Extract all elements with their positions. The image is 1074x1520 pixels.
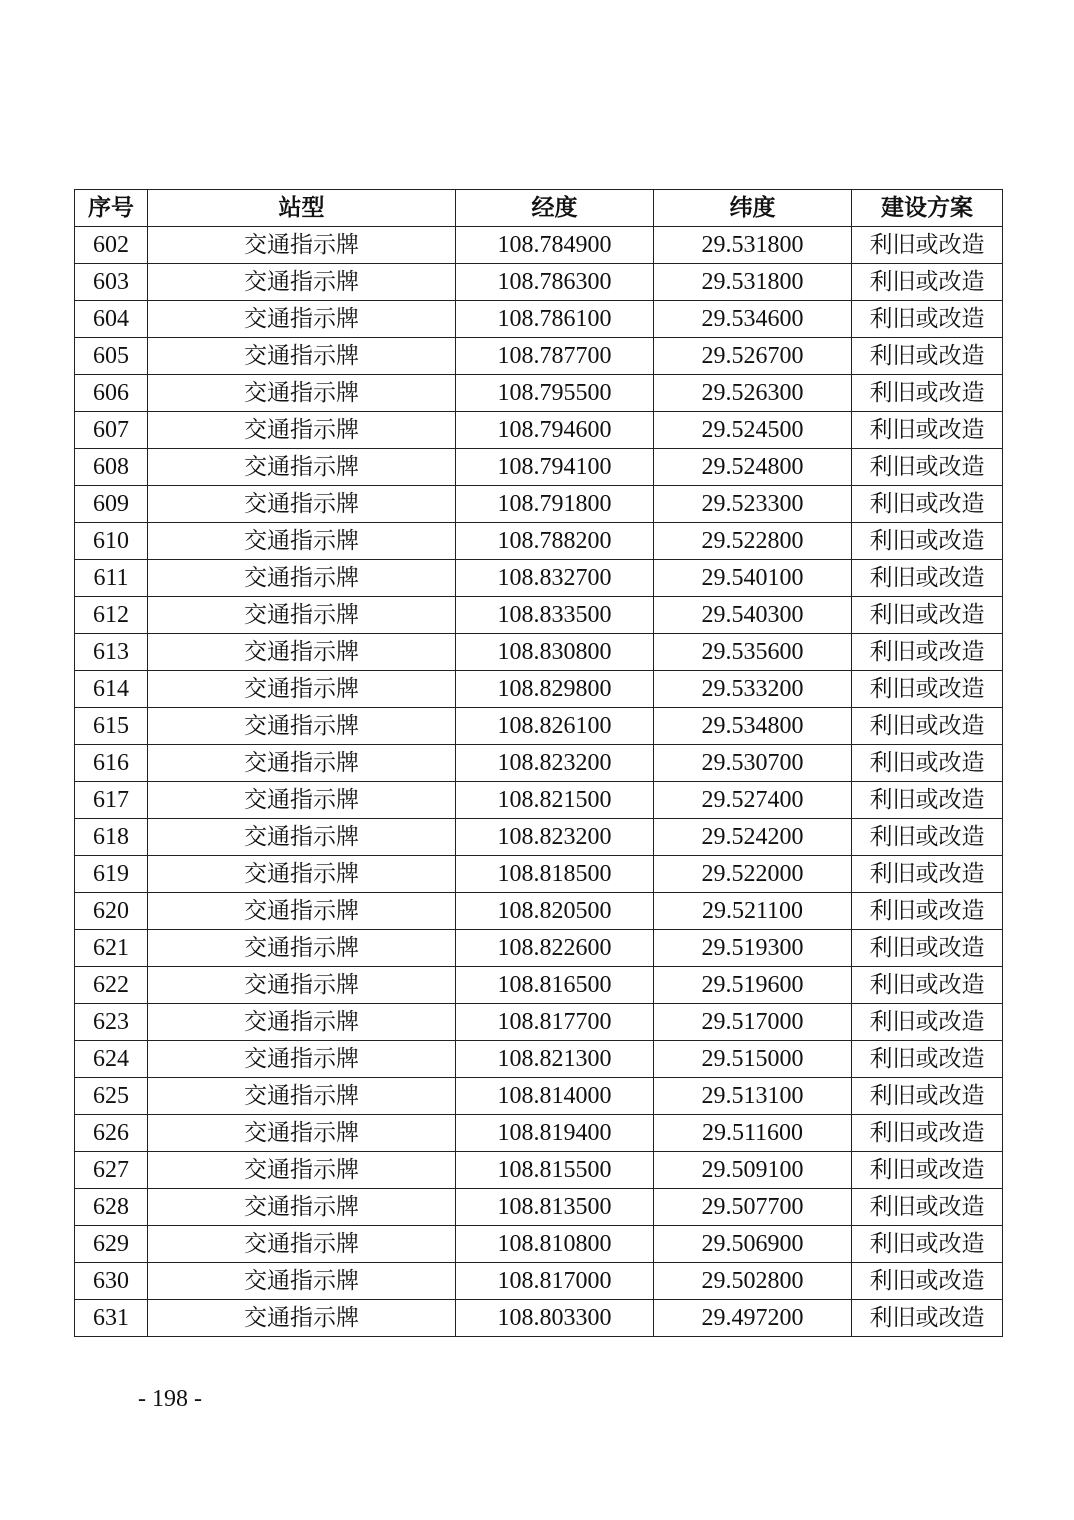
cell-plan: 利旧或改造 <box>852 449 1003 486</box>
cell-station-type: 交通指示牌 <box>148 1189 456 1226</box>
column-header-station-type: 站型 <box>148 190 456 227</box>
cell-longitude: 108.832700 <box>456 560 654 597</box>
cell-index: 623 <box>75 1004 148 1041</box>
cell-longitude: 108.821500 <box>456 782 654 819</box>
cell-plan: 利旧或改造 <box>852 227 1003 264</box>
station-table <box>74 189 1003 1337</box>
cell-latitude: 29.526700 <box>654 338 852 375</box>
cell-longitude: 108.833500 <box>456 597 654 634</box>
cell-latitude: 29.524200 <box>654 819 852 856</box>
cell-latitude: 29.502800 <box>654 1263 852 1300</box>
table-header-row <box>75 190 1003 227</box>
cell-longitude: 108.786100 <box>456 301 654 338</box>
cell-latitude: 29.521100 <box>654 893 852 930</box>
cell-plan: 利旧或改造 <box>852 1078 1003 1115</box>
cell-plan: 利旧或改造 <box>852 338 1003 375</box>
cell-longitude: 108.829800 <box>456 671 654 708</box>
cell-index: 603 <box>75 264 148 301</box>
cell-latitude: 29.522000 <box>654 856 852 893</box>
cell-index: 624 <box>75 1041 148 1078</box>
table-row <box>75 449 1003 486</box>
cell-plan: 利旧或改造 <box>852 1189 1003 1226</box>
cell-latitude: 29.524500 <box>654 412 852 449</box>
cell-latitude: 29.513100 <box>654 1078 852 1115</box>
table-row <box>75 560 1003 597</box>
cell-station-type: 交通指示牌 <box>148 745 456 782</box>
cell-station-type: 交通指示牌 <box>148 523 456 560</box>
cell-latitude: 29.497200 <box>654 1300 852 1337</box>
table-row <box>75 745 1003 782</box>
table-row <box>75 1189 1003 1226</box>
cell-station-type: 交通指示牌 <box>148 634 456 671</box>
cell-longitude: 108.821300 <box>456 1041 654 1078</box>
cell-index: 629 <box>75 1226 148 1263</box>
cell-latitude: 29.507700 <box>654 1189 852 1226</box>
cell-latitude: 29.515000 <box>654 1041 852 1078</box>
table-row <box>75 523 1003 560</box>
cell-latitude: 29.540300 <box>654 597 852 634</box>
column-header-plan: 建设方案 <box>852 190 1003 227</box>
cell-plan: 利旧或改造 <box>852 819 1003 856</box>
cell-index: 610 <box>75 523 148 560</box>
cell-index: 630 <box>75 1263 148 1300</box>
cell-longitude: 108.822600 <box>456 930 654 967</box>
table-row <box>75 1078 1003 1115</box>
cell-longitude: 108.823200 <box>456 819 654 856</box>
cell-longitude: 108.820500 <box>456 893 654 930</box>
cell-longitude: 108.818500 <box>456 856 654 893</box>
cell-latitude: 29.540100 <box>654 560 852 597</box>
table-body <box>75 227 1003 1337</box>
cell-longitude: 108.786300 <box>456 264 654 301</box>
table-row <box>75 1226 1003 1263</box>
cell-index: 626 <box>75 1115 148 1152</box>
cell-longitude: 108.823200 <box>456 745 654 782</box>
cell-station-type: 交通指示牌 <box>148 412 456 449</box>
cell-index: 609 <box>75 486 148 523</box>
table-row <box>75 1300 1003 1337</box>
cell-latitude: 29.531800 <box>654 264 852 301</box>
cell-station-type: 交通指示牌 <box>148 856 456 893</box>
cell-station-type: 交通指示牌 <box>148 560 456 597</box>
cell-latitude: 29.527400 <box>654 782 852 819</box>
cell-longitude: 108.784900 <box>456 227 654 264</box>
table-row <box>75 375 1003 412</box>
table-row <box>75 671 1003 708</box>
cell-index: 611 <box>75 560 148 597</box>
cell-latitude: 29.519300 <box>654 930 852 967</box>
cell-index: 614 <box>75 671 148 708</box>
cell-latitude: 29.509100 <box>654 1152 852 1189</box>
table-row <box>75 634 1003 671</box>
cell-latitude: 29.523300 <box>654 486 852 523</box>
table-row <box>75 1004 1003 1041</box>
cell-plan: 利旧或改造 <box>852 523 1003 560</box>
table-row <box>75 1115 1003 1152</box>
cell-station-type: 交通指示牌 <box>148 1041 456 1078</box>
cell-index: 622 <box>75 967 148 1004</box>
cell-plan: 利旧或改造 <box>852 375 1003 412</box>
cell-plan: 利旧或改造 <box>852 708 1003 745</box>
cell-index: 604 <box>75 301 148 338</box>
cell-index: 605 <box>75 338 148 375</box>
cell-station-type: 交通指示牌 <box>148 597 456 634</box>
cell-station-type: 交通指示牌 <box>148 819 456 856</box>
table-row <box>75 264 1003 301</box>
cell-latitude: 29.519600 <box>654 967 852 1004</box>
cell-plan: 利旧或改造 <box>852 1300 1003 1337</box>
cell-longitude: 108.810800 <box>456 1226 654 1263</box>
cell-latitude: 29.535600 <box>654 634 852 671</box>
cell-plan: 利旧或改造 <box>852 264 1003 301</box>
cell-plan: 利旧或改造 <box>852 671 1003 708</box>
column-header-longitude: 经度 <box>456 190 654 227</box>
cell-longitude: 108.813500 <box>456 1189 654 1226</box>
cell-plan: 利旧或改造 <box>852 930 1003 967</box>
cell-plan: 利旧或改造 <box>852 1152 1003 1189</box>
cell-index: 620 <box>75 893 148 930</box>
cell-index: 617 <box>75 782 148 819</box>
cell-latitude: 29.526300 <box>654 375 852 412</box>
cell-longitude: 108.791800 <box>456 486 654 523</box>
cell-station-type: 交通指示牌 <box>148 1152 456 1189</box>
cell-index: 618 <box>75 819 148 856</box>
table-row <box>75 486 1003 523</box>
cell-plan: 利旧或改造 <box>852 893 1003 930</box>
cell-latitude: 29.506900 <box>654 1226 852 1263</box>
cell-index: 608 <box>75 449 148 486</box>
cell-station-type: 交通指示牌 <box>148 708 456 745</box>
cell-index: 606 <box>75 375 148 412</box>
table-row <box>75 1152 1003 1189</box>
table-row <box>75 819 1003 856</box>
cell-station-type: 交通指示牌 <box>148 1300 456 1337</box>
table-row <box>75 597 1003 634</box>
cell-plan: 利旧或改造 <box>852 301 1003 338</box>
cell-index: 602 <box>75 227 148 264</box>
cell-latitude: 29.533200 <box>654 671 852 708</box>
cell-index: 621 <box>75 930 148 967</box>
cell-longitude: 108.817700 <box>456 1004 654 1041</box>
cell-plan: 利旧或改造 <box>852 560 1003 597</box>
table-row <box>75 412 1003 449</box>
cell-plan: 利旧或改造 <box>852 634 1003 671</box>
cell-station-type: 交通指示牌 <box>148 1226 456 1263</box>
table-row <box>75 708 1003 745</box>
cell-station-type: 交通指示牌 <box>148 1263 456 1300</box>
cell-longitude: 108.816500 <box>456 967 654 1004</box>
cell-index: 615 <box>75 708 148 745</box>
cell-longitude: 108.830800 <box>456 634 654 671</box>
cell-longitude: 108.794600 <box>456 412 654 449</box>
cell-latitude: 29.517000 <box>654 1004 852 1041</box>
cell-station-type: 交通指示牌 <box>148 449 456 486</box>
table-row <box>75 301 1003 338</box>
cell-longitude: 108.803300 <box>456 1300 654 1337</box>
cell-latitude: 29.534800 <box>654 708 852 745</box>
cell-station-type: 交通指示牌 <box>148 486 456 523</box>
table-row <box>75 1263 1003 1300</box>
cell-longitude: 108.814000 <box>456 1078 654 1115</box>
cell-station-type: 交通指示牌 <box>148 301 456 338</box>
cell-plan: 利旧或改造 <box>852 597 1003 634</box>
cell-index: 628 <box>75 1189 148 1226</box>
cell-index: 616 <box>75 745 148 782</box>
cell-latitude: 29.534600 <box>654 301 852 338</box>
column-header-index: 序号 <box>75 190 148 227</box>
page-number: - 198 - <box>138 1386 202 1412</box>
cell-station-type: 交通指示牌 <box>148 1115 456 1152</box>
cell-station-type: 交通指示牌 <box>148 1004 456 1041</box>
cell-index: 613 <box>75 634 148 671</box>
cell-plan: 利旧或改造 <box>852 412 1003 449</box>
cell-station-type: 交通指示牌 <box>148 1078 456 1115</box>
cell-station-type: 交通指示牌 <box>148 893 456 930</box>
cell-longitude: 108.815500 <box>456 1152 654 1189</box>
cell-latitude: 29.531800 <box>654 227 852 264</box>
cell-plan: 利旧或改造 <box>852 745 1003 782</box>
cell-longitude: 108.795500 <box>456 375 654 412</box>
cell-plan: 利旧或改造 <box>852 1226 1003 1263</box>
cell-latitude: 29.524800 <box>654 449 852 486</box>
cell-latitude: 29.511600 <box>654 1115 852 1152</box>
cell-latitude: 29.522800 <box>654 523 852 560</box>
cell-plan: 利旧或改造 <box>852 486 1003 523</box>
cell-index: 612 <box>75 597 148 634</box>
table-row <box>75 856 1003 893</box>
cell-longitude: 108.787700 <box>456 338 654 375</box>
cell-station-type: 交通指示牌 <box>148 782 456 819</box>
cell-index: 619 <box>75 856 148 893</box>
cell-longitude: 108.819400 <box>456 1115 654 1152</box>
cell-plan: 利旧或改造 <box>852 782 1003 819</box>
cell-longitude: 108.788200 <box>456 523 654 560</box>
cell-index: 607 <box>75 412 148 449</box>
cell-index: 631 <box>75 1300 148 1337</box>
cell-plan: 利旧或改造 <box>852 856 1003 893</box>
cell-plan: 利旧或改造 <box>852 1115 1003 1152</box>
table-row <box>75 893 1003 930</box>
cell-station-type: 交通指示牌 <box>148 227 456 264</box>
cell-station-type: 交通指示牌 <box>148 930 456 967</box>
cell-plan: 利旧或改造 <box>852 967 1003 1004</box>
cell-longitude: 108.817000 <box>456 1263 654 1300</box>
column-header-latitude: 纬度 <box>654 190 852 227</box>
table-row <box>75 930 1003 967</box>
cell-station-type: 交通指示牌 <box>148 375 456 412</box>
cell-plan: 利旧或改造 <box>852 1004 1003 1041</box>
cell-longitude: 108.826100 <box>456 708 654 745</box>
cell-index: 627 <box>75 1152 148 1189</box>
table-row <box>75 227 1003 264</box>
table-row <box>75 1041 1003 1078</box>
cell-station-type: 交通指示牌 <box>148 967 456 1004</box>
cell-plan: 利旧或改造 <box>852 1263 1003 1300</box>
cell-longitude: 108.794100 <box>456 449 654 486</box>
cell-index: 625 <box>75 1078 148 1115</box>
table-row <box>75 967 1003 1004</box>
table-row <box>75 782 1003 819</box>
table-row <box>75 338 1003 375</box>
cell-station-type: 交通指示牌 <box>148 671 456 708</box>
cell-latitude: 29.530700 <box>654 745 852 782</box>
cell-plan: 利旧或改造 <box>852 1041 1003 1078</box>
cell-station-type: 交通指示牌 <box>148 338 456 375</box>
cell-station-type: 交通指示牌 <box>148 264 456 301</box>
